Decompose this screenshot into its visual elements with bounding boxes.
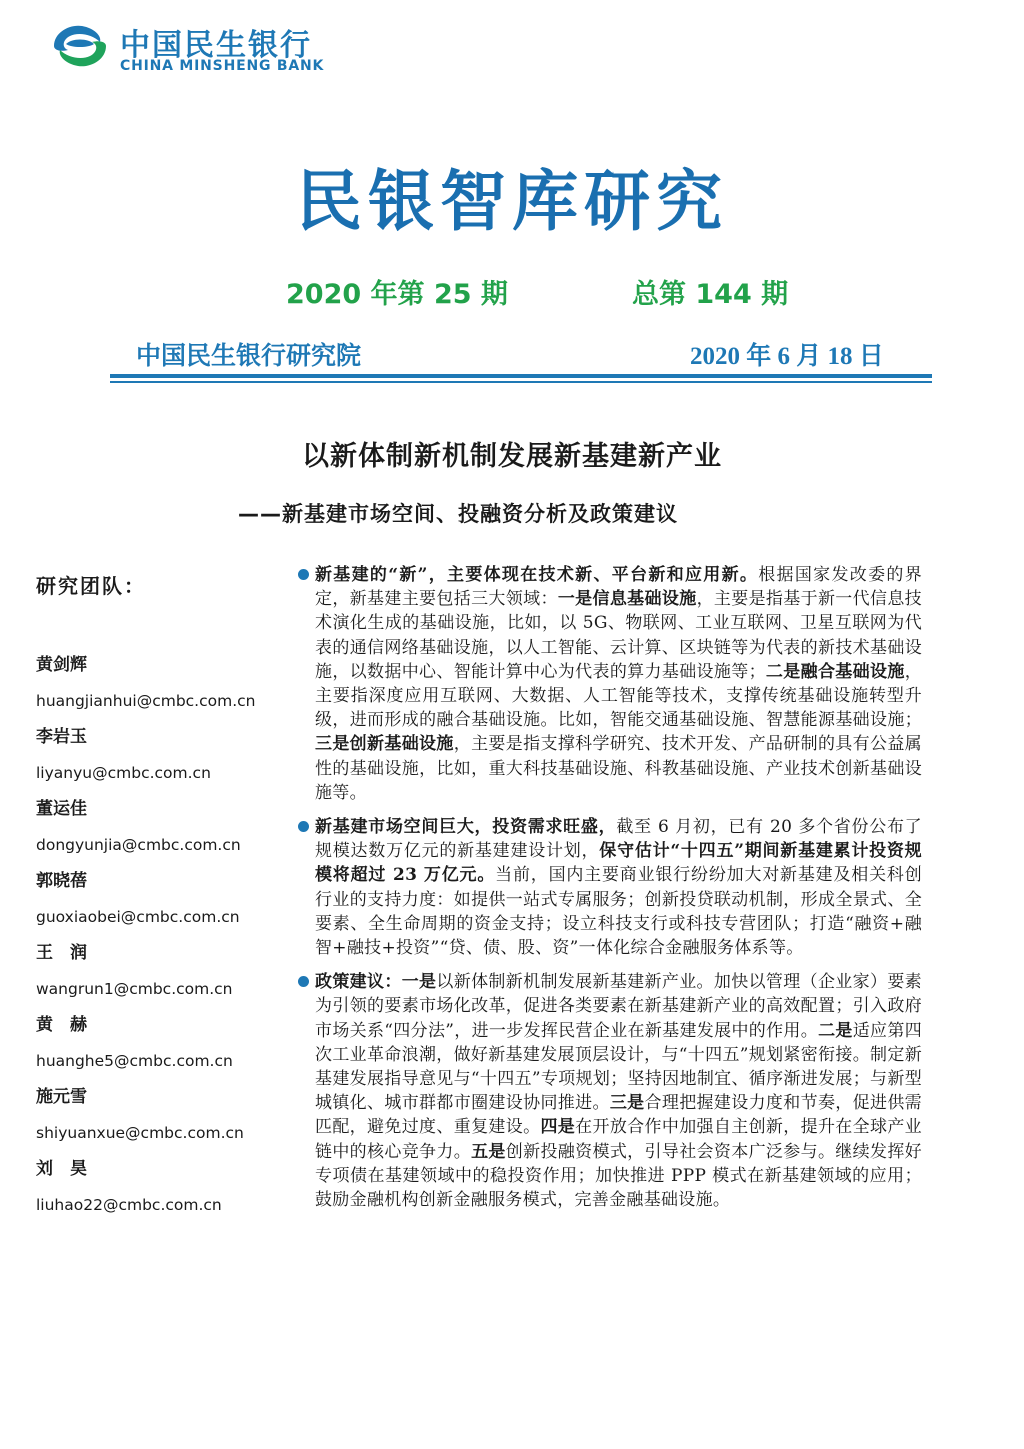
member-name: 郭晓蓓	[36, 871, 87, 891]
bullet-icon	[298, 976, 309, 987]
member-email: dongyunjia@cmbc.com.cn	[36, 836, 241, 854]
member-name: 施元雪	[36, 1087, 87, 1107]
summary-paragraph-1: 新基建的“新”，主要体现在技术新、平台新和应用新。根据国家发改委的界定，新基建主要包括三大领域：一是信息基础设施，主要是指基于新一代信息技术演化生成的基础设施，比如，以 5G、物联网、工业互联网、卫星互联网为代表的通信网络基础设施，以人工智能、云计算、区块链等为代表的新技术基础设施，以数据中心、智能计算中心为代表的算力基础设施等；二是融合基础设施，主要指深度应用互联网、大数据、人工智能等技术，支撑传统基础设施转型升级，进而形成的融合基础设施。比如，智能交通基础设施、智慧能源基础设施；三是创新基础设施，主要是指支撑科学研究、技术开发、产品研制的具有公益属性的基础设施，比如，重大科技基础设施、科教基础设施、产业技术创新基础设施等。	[298, 563, 922, 805]
bank-name-en: CHINA MINSHENG BANK	[120, 58, 325, 74]
publication-title: 民银智库研究	[296, 163, 728, 240]
total-issue-number: 总第 144 期	[632, 279, 789, 310]
document-title: 以新体制新机制发展新基建新产业	[302, 441, 722, 472]
bullet-icon	[298, 821, 309, 832]
member-email: wangrun1@cmbc.com.cn	[36, 980, 233, 998]
bank-name-cn: 中国民生银行	[120, 28, 312, 63]
summary-paragraph-3: 政策建议：一是以新体制新机制发展新基建新产业。加快以管理（企业家）要素为引领的要素市场化改革，促进各类要素在新基建新产业的高效配置；引入政府市场关系“四分法”，进一步发挥民营企业在新基建发展中的作用。二是适应第四次工业革命浪潮，做好新基建发展顶层设计，与“十四五”规划紧密衔接。制定新基建发展指导意见与“十四五”专项规划；坚持因地制宜、循序渐进发展；与新型城镇化、城市群都市圈建设协同推进。三是合理把握建设力度和节奏，促进供需匹配，避免过度、重复建设。四是在开放合作中加强自主创新，提升在全球产业链中的核心竞争力。五是创新投融资模式，引导社会资本广泛参与。继续发挥好专项债在基建领域中的稳投资作用；加快推进 PPP 模式在新基建领域的应用；鼓励金融机构创新金融服务模式，完善金融基础设施。	[298, 970, 922, 1212]
header-divider-thin	[110, 381, 932, 383]
member-name: 李岩玉	[36, 727, 87, 747]
team-heading: 研究团队：	[36, 574, 146, 598]
summary-body	[298, 563, 922, 1222]
member-name: 王 润	[36, 943, 87, 963]
summary-paragraph-2: 新基建市场空间巨大，投资需求旺盛，截至 6 月初，已有 20 多个省份公布了规模达数万亿元的新基建建设计划，保守估计“十四五”期间新基建累计投资规模将超过 23 万亿元。当前，国内主要商业银行纷纷加大对新基建及相关科创行业的支持力度：如提供一站式专属服务；创新投贷联动机制，形成全景式、全要素、全生命周期的资金支持；设立科技支行或科技专营团队；打造“融资+融智+融技+投资”“贷、债、股、资”一体化综合金融服务体系等。	[298, 815, 922, 960]
institute-name: 中国民生银行研究院	[136, 341, 362, 370]
bullet-icon	[298, 569, 309, 580]
member-email: shiyuanxue@cmbc.com.cn	[36, 1124, 244, 1142]
research-team	[36, 570, 286, 1230]
publication-date: 2020 年 6 月 18 日	[690, 343, 884, 370]
header-divider-thick	[110, 374, 932, 378]
member-email: huangjianhui@cmbc.com.cn	[36, 692, 256, 710]
member-name: 黄 赫	[36, 1015, 87, 1035]
member-name: 董运佳	[36, 799, 87, 819]
member-email: liyanyu@cmbc.com.cn	[36, 764, 211, 782]
member-email: liuhao22@cmbc.com.cn	[36, 1196, 222, 1214]
member-email: guoxiaobei@cmbc.com.cn	[36, 908, 240, 926]
minsheng-bank-logo-icon	[48, 20, 112, 72]
issue-number: 2020 年第 25 期	[286, 279, 508, 310]
member-name: 黄剑辉	[36, 655, 87, 675]
document-subtitle: ——新基建市场空间、投融资分析及政策建议	[238, 502, 678, 526]
member-email: huanghe5@cmbc.com.cn	[36, 1052, 233, 1070]
member-name: 刘 昊	[36, 1159, 87, 1179]
